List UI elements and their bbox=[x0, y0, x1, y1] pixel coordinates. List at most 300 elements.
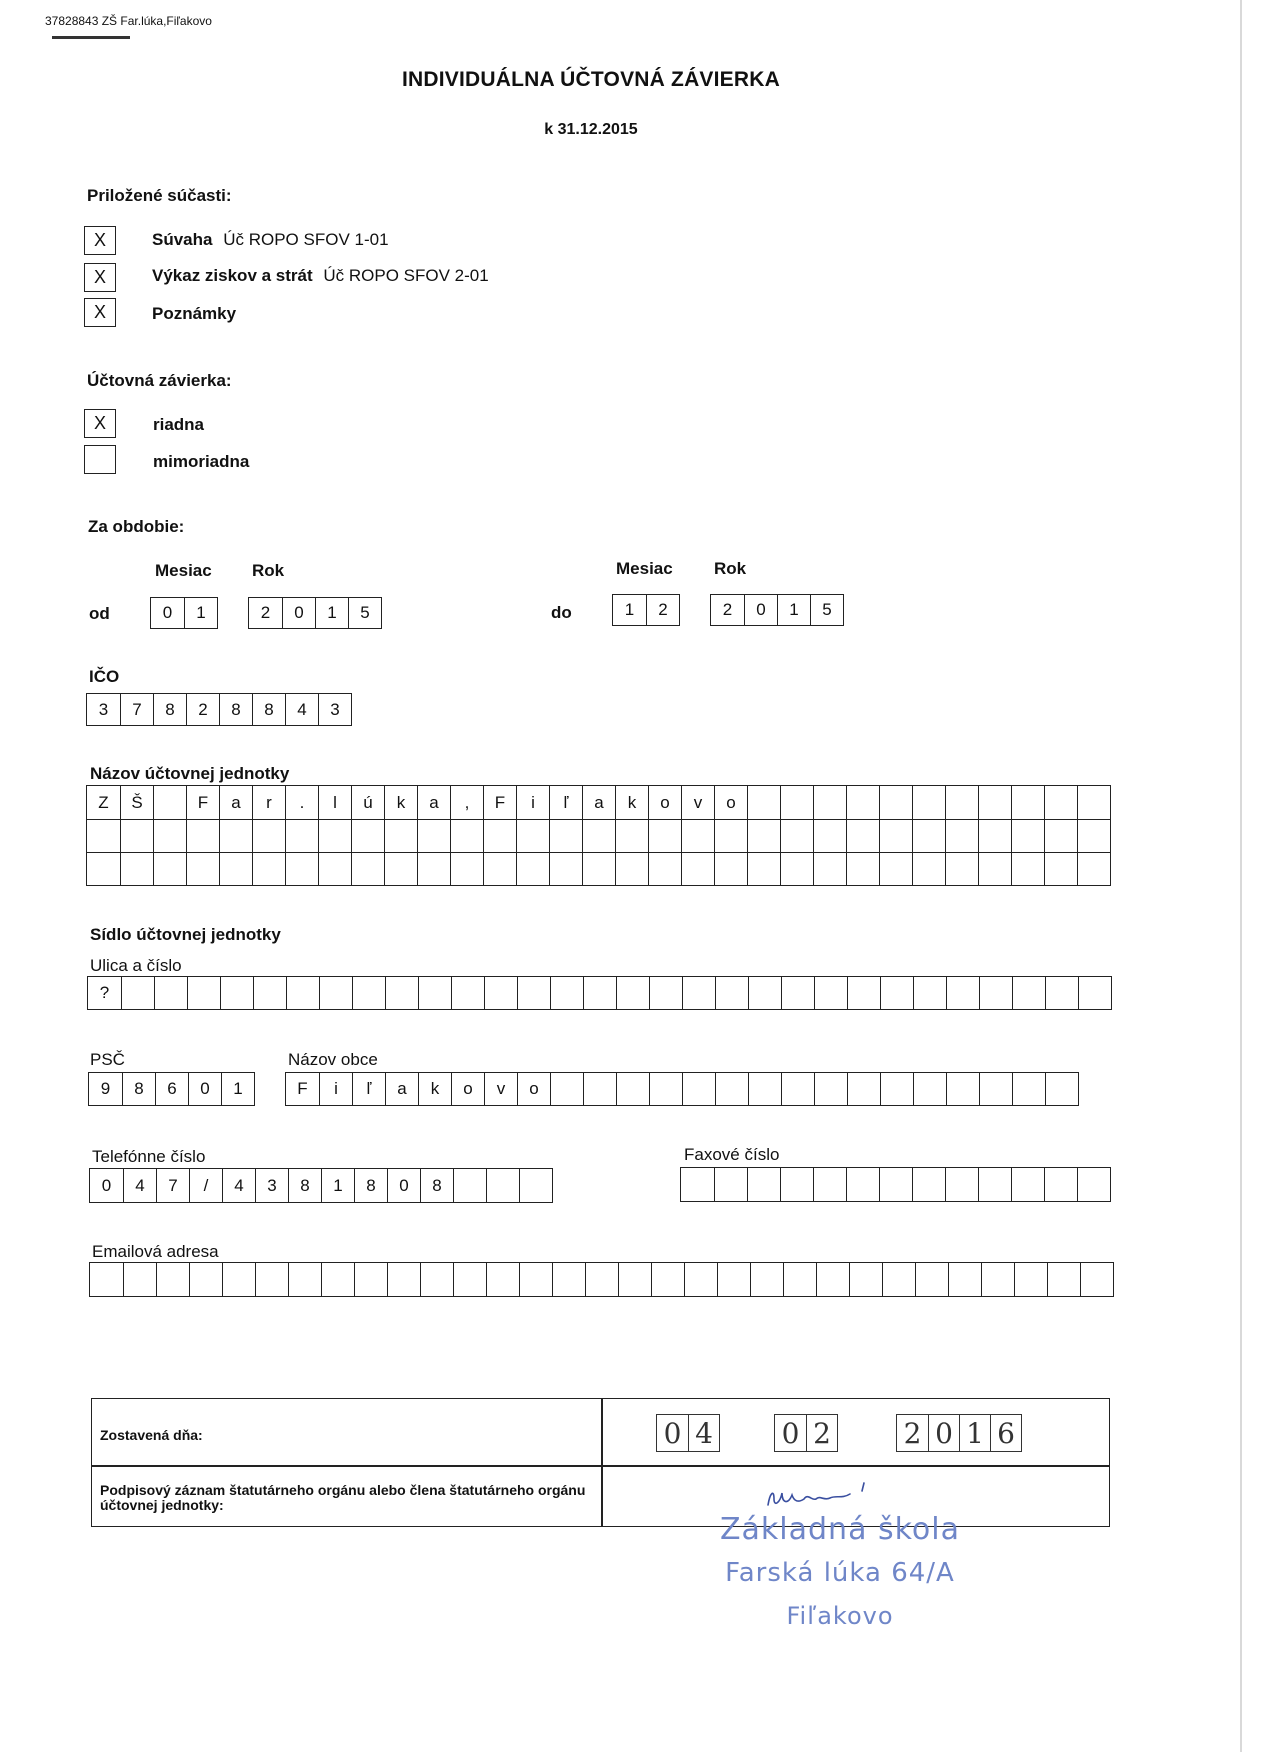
char-box[interactable] bbox=[714, 853, 747, 885]
char-box[interactable] bbox=[945, 786, 978, 819]
char-box[interactable] bbox=[318, 853, 351, 885]
char-box[interactable] bbox=[814, 977, 847, 1009]
char-box[interactable]: 7 bbox=[156, 1169, 189, 1202]
char-box[interactable] bbox=[123, 1263, 156, 1296]
checkbox-riadna[interactable]: X bbox=[84, 409, 116, 438]
char-box[interactable] bbox=[682, 1073, 715, 1105]
char-box[interactable]: 8 bbox=[420, 1169, 453, 1202]
char-box[interactable] bbox=[1077, 853, 1110, 885]
compiled-day-field[interactable] bbox=[656, 1414, 720, 1452]
char-box[interactable]: 2 bbox=[646, 595, 679, 625]
char-box[interactable]: . bbox=[285, 786, 318, 819]
scan-edge bbox=[1240, 0, 1242, 1752]
to-month-field[interactable] bbox=[612, 594, 680, 626]
char-box[interactable] bbox=[978, 853, 1011, 885]
char-box[interactable] bbox=[582, 853, 615, 885]
char-box[interactable] bbox=[486, 1169, 519, 1202]
char-box[interactable] bbox=[846, 820, 879, 852]
char-box[interactable] bbox=[880, 1073, 913, 1105]
signature-label-line1: Podpisový záznam štatutárneho orgánu alebo člena štatutárneho orgánu bbox=[100, 1482, 586, 1498]
char-box[interactable] bbox=[1011, 1168, 1044, 1201]
char-box[interactable] bbox=[186, 853, 219, 885]
char-box[interactable] bbox=[648, 853, 681, 885]
char-box[interactable]: Š bbox=[120, 786, 153, 819]
char-box[interactable] bbox=[519, 1263, 552, 1296]
char-box[interactable] bbox=[486, 1263, 519, 1296]
char-box[interactable] bbox=[220, 977, 253, 1009]
char-box[interactable] bbox=[979, 1073, 1012, 1105]
char-box[interactable] bbox=[516, 820, 549, 852]
char-box[interactable] bbox=[715, 1073, 748, 1105]
char-box[interactable] bbox=[120, 820, 153, 852]
char-box[interactable] bbox=[747, 820, 780, 852]
char-box[interactable] bbox=[813, 853, 846, 885]
char-box[interactable] bbox=[1077, 1168, 1110, 1201]
char-box[interactable]: 2 bbox=[722, 600, 733, 619]
char-box[interactable] bbox=[484, 977, 517, 1009]
char-box[interactable]: Z bbox=[98, 792, 109, 812]
char-box[interactable] bbox=[417, 853, 450, 885]
char-box[interactable]: F bbox=[186, 786, 219, 819]
component-suvaha bbox=[152, 230, 389, 250]
char-box[interactable] bbox=[913, 1073, 946, 1105]
char-box[interactable] bbox=[912, 786, 945, 819]
char-box[interactable] bbox=[783, 1263, 816, 1296]
char-box[interactable]: i bbox=[319, 1073, 352, 1105]
char-box[interactable]: l bbox=[318, 786, 351, 819]
char-box[interactable] bbox=[813, 1168, 846, 1201]
char-box[interactable]: ? bbox=[99, 983, 110, 1002]
zip-label: PSČ bbox=[90, 1050, 125, 1069]
city-field[interactable] bbox=[285, 1072, 1079, 1106]
char-box[interactable] bbox=[946, 977, 979, 1009]
street-field[interactable] bbox=[87, 976, 1112, 1010]
char-box[interactable]: a bbox=[385, 1073, 418, 1105]
char-box[interactable] bbox=[120, 853, 153, 885]
char-box[interactable] bbox=[189, 1263, 222, 1296]
char-box[interactable] bbox=[186, 820, 219, 852]
char-box[interactable] bbox=[384, 853, 417, 885]
char-box[interactable] bbox=[352, 977, 385, 1009]
char-box[interactable] bbox=[945, 1168, 978, 1201]
char-box[interactable]: o bbox=[714, 786, 747, 819]
signature-label-line2: účtovnej jednotky: bbox=[100, 1497, 224, 1513]
char-box[interactable] bbox=[384, 820, 417, 852]
char-box[interactable] bbox=[649, 1073, 682, 1105]
component-poznamky: Poznámky bbox=[152, 304, 237, 323]
unit-name-field[interactable] bbox=[86, 785, 1111, 886]
char-box[interactable] bbox=[420, 1263, 453, 1296]
char-box[interactable] bbox=[948, 1263, 981, 1296]
char-box[interactable]: o bbox=[517, 1073, 550, 1105]
char-box[interactable] bbox=[550, 1073, 583, 1105]
char-box[interactable] bbox=[615, 853, 648, 885]
component-label: Výkaz ziskov a strát bbox=[152, 266, 313, 285]
char-box[interactable]: v bbox=[484, 1073, 517, 1105]
char-box[interactable] bbox=[1044, 820, 1077, 852]
char-box[interactable] bbox=[387, 1263, 420, 1296]
char-box[interactable] bbox=[880, 977, 913, 1009]
char-box[interactable]: 7 bbox=[120, 694, 153, 725]
char-box[interactable] bbox=[681, 1168, 714, 1201]
char-box[interactable] bbox=[516, 853, 549, 885]
char-box[interactable] bbox=[450, 853, 483, 885]
char-box[interactable] bbox=[813, 786, 846, 819]
char-box[interactable] bbox=[351, 853, 384, 885]
char-box[interactable]: 3 bbox=[255, 1169, 288, 1202]
char-box[interactable]: 0 bbox=[744, 595, 777, 625]
char-box[interactable] bbox=[354, 1263, 387, 1296]
char-box[interactable] bbox=[1012, 1073, 1045, 1105]
char-box[interactable] bbox=[319, 977, 352, 1009]
char-box[interactable] bbox=[87, 853, 120, 885]
char-box[interactable] bbox=[814, 1073, 847, 1105]
from-year-field[interactable] bbox=[248, 597, 382, 629]
phone-label: Telefónne číslo bbox=[92, 1147, 206, 1166]
char-box[interactable] bbox=[550, 977, 583, 1009]
document-id: 37828843 ZŠ Far.lúka,Fiľakovo bbox=[45, 14, 212, 28]
char-box[interactable] bbox=[351, 820, 384, 852]
seat-heading: Sídlo účtovnej jednotky bbox=[90, 925, 281, 944]
char-box[interactable]: 8 bbox=[354, 1169, 387, 1202]
char-box[interactable]: , bbox=[450, 786, 483, 819]
char-row bbox=[87, 852, 1110, 885]
char-box[interactable] bbox=[945, 853, 978, 885]
char-box[interactable] bbox=[780, 853, 813, 885]
char-box[interactable] bbox=[747, 853, 780, 885]
char-box[interactable]: 0 bbox=[188, 1073, 221, 1105]
zip-field[interactable] bbox=[88, 1072, 255, 1106]
char-box[interactable] bbox=[748, 977, 781, 1009]
char-box[interactable] bbox=[219, 820, 252, 852]
char-box[interactable] bbox=[255, 1263, 288, 1296]
char-box[interactable]: o bbox=[648, 786, 681, 819]
char-row bbox=[87, 786, 1110, 819]
char-box[interactable] bbox=[780, 786, 813, 819]
char-box[interactable]: ľ bbox=[549, 786, 582, 819]
char-box[interactable] bbox=[981, 1263, 1014, 1296]
char-box[interactable] bbox=[681, 820, 714, 852]
char-box[interactable] bbox=[450, 820, 483, 852]
email-field[interactable] bbox=[89, 1262, 1114, 1297]
char-box[interactable] bbox=[582, 820, 615, 852]
ico-field[interactable] bbox=[86, 693, 352, 726]
char-box[interactable]: 8 bbox=[153, 694, 186, 725]
char-box[interactable] bbox=[781, 1073, 814, 1105]
char-box[interactable] bbox=[1044, 853, 1077, 885]
char-box[interactable] bbox=[583, 1073, 616, 1105]
char-box[interactable]: 1 bbox=[315, 598, 348, 628]
char-box[interactable] bbox=[748, 1073, 781, 1105]
char-box[interactable]: F bbox=[483, 786, 516, 819]
char-box[interactable] bbox=[816, 1263, 849, 1296]
char-box[interactable] bbox=[1045, 977, 1078, 1009]
city-label: Názov obce bbox=[288, 1050, 378, 1069]
checkbox-suvaha[interactable]: X bbox=[84, 226, 116, 255]
char-box[interactable] bbox=[154, 977, 187, 1009]
char-box[interactable]: 1 bbox=[321, 1169, 354, 1202]
closing-type-heading: Účtovná závierka: bbox=[87, 371, 232, 390]
char-box[interactable]: 6 bbox=[155, 1073, 188, 1105]
char-box[interactable] bbox=[879, 1168, 912, 1201]
char-box[interactable] bbox=[649, 977, 682, 1009]
char-box[interactable] bbox=[879, 786, 912, 819]
char-box[interactable]: k bbox=[384, 786, 417, 819]
char-box[interactable] bbox=[946, 1073, 979, 1105]
char-box[interactable] bbox=[285, 853, 318, 885]
stamp-line3: Fiľakovo bbox=[786, 1602, 894, 1630]
char-box[interactable] bbox=[882, 1263, 915, 1296]
char-box[interactable] bbox=[1044, 786, 1077, 819]
char-box[interactable] bbox=[1080, 1263, 1113, 1296]
char-box[interactable] bbox=[519, 1169, 552, 1202]
char-box[interactable]: 4 bbox=[688, 1415, 719, 1451]
char-box[interactable] bbox=[90, 1263, 123, 1296]
option-mimoriadna: mimoriadna bbox=[153, 452, 250, 471]
char-box[interactable] bbox=[453, 1169, 486, 1202]
char-box[interactable] bbox=[153, 820, 186, 852]
char-box[interactable] bbox=[912, 820, 945, 852]
char-box[interactable] bbox=[618, 1263, 651, 1296]
checkbox-vykaz[interactable]: X bbox=[84, 263, 116, 292]
components-heading: Priložené súčasti: bbox=[87, 186, 232, 205]
page-title: INDIVIDUÁLNA ÚČTOVNÁ ZÁVIERKA bbox=[402, 68, 780, 91]
compiled-month-field[interactable] bbox=[774, 1414, 838, 1452]
char-box[interactable] bbox=[156, 1263, 189, 1296]
char-box[interactable] bbox=[978, 1168, 1011, 1201]
char-box[interactable] bbox=[682, 977, 715, 1009]
char-box[interactable] bbox=[222, 1263, 255, 1296]
from-month-field[interactable] bbox=[150, 597, 218, 629]
char-box[interactable] bbox=[615, 820, 648, 852]
component-label: Súvaha bbox=[152, 230, 213, 249]
char-box[interactable] bbox=[252, 820, 285, 852]
compiled-label: Zostavená dňa: bbox=[100, 1427, 203, 1443]
char-box[interactable] bbox=[87, 820, 120, 852]
street-label: Ulica a číslo bbox=[90, 956, 182, 975]
char-box[interactable] bbox=[979, 977, 1012, 1009]
char-box[interactable]: 5 bbox=[810, 595, 843, 625]
char-box[interactable]: a bbox=[582, 786, 615, 819]
char-box[interactable] bbox=[385, 977, 418, 1009]
phone-field[interactable] bbox=[89, 1168, 553, 1203]
char-box[interactable] bbox=[846, 1168, 879, 1201]
signature-label bbox=[100, 1483, 585, 1513]
char-box[interactable] bbox=[1077, 786, 1110, 819]
char-box[interactable] bbox=[585, 1263, 618, 1296]
stamp-line2: Farská lúka 64/A bbox=[725, 1558, 955, 1588]
char-box[interactable]: 0 bbox=[928, 1415, 959, 1451]
char-box[interactable] bbox=[849, 1263, 882, 1296]
component-code: Úč ROPO SFOV 2-01 bbox=[323, 266, 489, 285]
from-label: od bbox=[89, 604, 110, 623]
char-box[interactable] bbox=[219, 853, 252, 885]
char-box[interactable]: 2 bbox=[806, 1415, 837, 1451]
char-box[interactable] bbox=[714, 1168, 747, 1201]
char-box[interactable]: 2 bbox=[260, 603, 271, 622]
char-box[interactable] bbox=[318, 820, 351, 852]
char-box[interactable]: 1 bbox=[959, 1415, 990, 1451]
char-box[interactable] bbox=[945, 820, 978, 852]
char-box[interactable] bbox=[879, 853, 912, 885]
char-box[interactable] bbox=[846, 853, 879, 885]
char-box[interactable]: 8 bbox=[219, 694, 252, 725]
char-box[interactable] bbox=[1011, 820, 1044, 852]
email-label: Emailová adresa bbox=[92, 1242, 219, 1261]
char-box[interactable] bbox=[717, 1263, 750, 1296]
char-box[interactable]: k bbox=[615, 786, 648, 819]
char-box[interactable]: / bbox=[189, 1169, 222, 1202]
char-box[interactable] bbox=[846, 786, 879, 819]
char-box[interactable] bbox=[483, 820, 516, 852]
char-box[interactable]: 0 bbox=[781, 1416, 800, 1450]
char-box[interactable] bbox=[747, 786, 780, 819]
char-box[interactable]: 4 bbox=[285, 694, 318, 725]
char-box[interactable]: 9 bbox=[100, 1079, 111, 1098]
char-box[interactable] bbox=[1011, 853, 1044, 885]
char-box[interactable] bbox=[1014, 1263, 1047, 1296]
char-box[interactable] bbox=[978, 786, 1011, 819]
char-box[interactable]: a bbox=[417, 786, 450, 819]
char-box[interactable] bbox=[616, 977, 649, 1009]
from-year-label: Rok bbox=[252, 561, 285, 580]
fax-label: Faxové číslo bbox=[684, 1145, 780, 1164]
char-box[interactable] bbox=[847, 977, 880, 1009]
char-box[interactable] bbox=[912, 1168, 945, 1201]
char-box[interactable] bbox=[451, 977, 484, 1009]
char-box[interactable] bbox=[1077, 820, 1110, 852]
char-box[interactable] bbox=[1011, 786, 1044, 819]
char-box[interactable]: a bbox=[219, 786, 252, 819]
period-heading: Za obdobie: bbox=[88, 517, 185, 536]
from-month-label: Mesiac bbox=[155, 561, 212, 580]
char-box[interactable] bbox=[583, 977, 616, 1009]
char-box[interactable]: o bbox=[451, 1073, 484, 1105]
char-box[interactable]: 2 bbox=[903, 1416, 922, 1450]
char-box[interactable]: 8 bbox=[122, 1073, 155, 1105]
char-box[interactable] bbox=[1047, 1263, 1080, 1296]
compiled-year-field[interactable] bbox=[896, 1414, 1022, 1452]
char-box[interactable] bbox=[549, 853, 582, 885]
char-box[interactable]: 1 bbox=[184, 598, 217, 628]
char-box[interactable]: 4 bbox=[222, 1169, 255, 1202]
char-box[interactable]: r bbox=[252, 786, 285, 819]
table-divider bbox=[601, 1399, 603, 1526]
fax-field[interactable] bbox=[680, 1167, 1111, 1202]
char-box[interactable]: ľ bbox=[352, 1073, 385, 1105]
to-year-label: Rok bbox=[714, 559, 747, 578]
char-box[interactable] bbox=[321, 1263, 354, 1296]
char-box[interactable] bbox=[781, 977, 814, 1009]
char-box[interactable]: F bbox=[297, 1079, 308, 1098]
char-box[interactable] bbox=[517, 977, 550, 1009]
char-box[interactable] bbox=[252, 853, 285, 885]
char-box[interactable] bbox=[684, 1263, 717, 1296]
to-month-label: Mesiac bbox=[616, 559, 673, 578]
char-box[interactable] bbox=[715, 977, 748, 1009]
char-box[interactable] bbox=[747, 1168, 780, 1201]
checkbox-poznamky[interactable]: X bbox=[84, 298, 116, 327]
char-box[interactable] bbox=[483, 853, 516, 885]
char-box[interactable]: 2 bbox=[186, 694, 219, 725]
char-box[interactable]: 3 bbox=[318, 694, 351, 725]
char-box[interactable]: 3 bbox=[98, 699, 109, 719]
char-box[interactable] bbox=[285, 820, 318, 852]
char-box[interactable] bbox=[681, 853, 714, 885]
component-vykaz bbox=[152, 266, 489, 286]
char-box[interactable] bbox=[714, 820, 747, 852]
char-box[interactable] bbox=[1012, 977, 1045, 1009]
char-box[interactable]: 8 bbox=[252, 694, 285, 725]
char-box[interactable] bbox=[418, 977, 451, 1009]
char-box[interactable]: 1 bbox=[777, 595, 810, 625]
char-box[interactable] bbox=[651, 1263, 684, 1296]
char-box[interactable]: 0 bbox=[387, 1169, 420, 1202]
char-box[interactable] bbox=[913, 977, 946, 1009]
char-box[interactable] bbox=[648, 820, 681, 852]
char-box[interactable] bbox=[121, 977, 154, 1009]
char-box[interactable]: 8 bbox=[288, 1169, 321, 1202]
stamp-line1: Základná škola bbox=[719, 1512, 960, 1547]
char-box[interactable]: v bbox=[681, 786, 714, 819]
char-box[interactable]: 0 bbox=[101, 1175, 112, 1195]
checkbox-mimoriadna[interactable] bbox=[84, 445, 116, 474]
char-box[interactable] bbox=[780, 1168, 813, 1201]
char-box[interactable]: 1 bbox=[624, 600, 635, 619]
char-box[interactable] bbox=[1078, 977, 1111, 1009]
char-box[interactable]: 0 bbox=[162, 603, 173, 622]
to-label: do bbox=[551, 603, 572, 622]
component-code: Úč ROPO SFOV 1-01 bbox=[223, 230, 389, 249]
char-box[interactable]: 6 bbox=[990, 1415, 1021, 1451]
char-box[interactable] bbox=[187, 977, 220, 1009]
char-box[interactable] bbox=[286, 977, 319, 1009]
char-box[interactable] bbox=[552, 1263, 585, 1296]
char-box[interactable] bbox=[417, 820, 450, 852]
char-box[interactable]: i bbox=[516, 786, 549, 819]
ico-label: IČO bbox=[89, 667, 120, 686]
unit-name-label: Názov účtovnej jednotky bbox=[90, 764, 290, 783]
char-box[interactable] bbox=[978, 820, 1011, 852]
to-year-field[interactable] bbox=[710, 594, 844, 626]
char-box[interactable] bbox=[1045, 1073, 1078, 1105]
char-box[interactable] bbox=[847, 1073, 880, 1105]
char-box[interactable] bbox=[616, 1073, 649, 1105]
char-box[interactable] bbox=[153, 786, 186, 819]
char-box[interactable]: 4 bbox=[123, 1169, 156, 1202]
char-box[interactable]: 0 bbox=[282, 598, 315, 628]
table-divider bbox=[92, 1465, 1109, 1467]
char-box[interactable] bbox=[915, 1263, 948, 1296]
char-box[interactable] bbox=[288, 1263, 321, 1296]
char-box[interactable] bbox=[879, 820, 912, 852]
char-box[interactable]: 0 bbox=[663, 1416, 682, 1450]
char-box[interactable]: 5 bbox=[348, 598, 381, 628]
char-row bbox=[87, 819, 1110, 852]
char-box[interactable]: 1 bbox=[221, 1073, 254, 1105]
char-box[interactable] bbox=[1044, 1168, 1077, 1201]
char-box[interactable] bbox=[453, 1263, 486, 1296]
char-box[interactable] bbox=[153, 853, 186, 885]
char-box[interactable] bbox=[549, 820, 582, 852]
char-box[interactable] bbox=[912, 853, 945, 885]
char-box[interactable] bbox=[780, 820, 813, 852]
char-box[interactable]: k bbox=[418, 1073, 451, 1105]
char-box[interactable] bbox=[750, 1263, 783, 1296]
char-box[interactable] bbox=[813, 820, 846, 852]
char-box[interactable] bbox=[253, 977, 286, 1009]
char-box[interactable]: ú bbox=[351, 786, 384, 819]
